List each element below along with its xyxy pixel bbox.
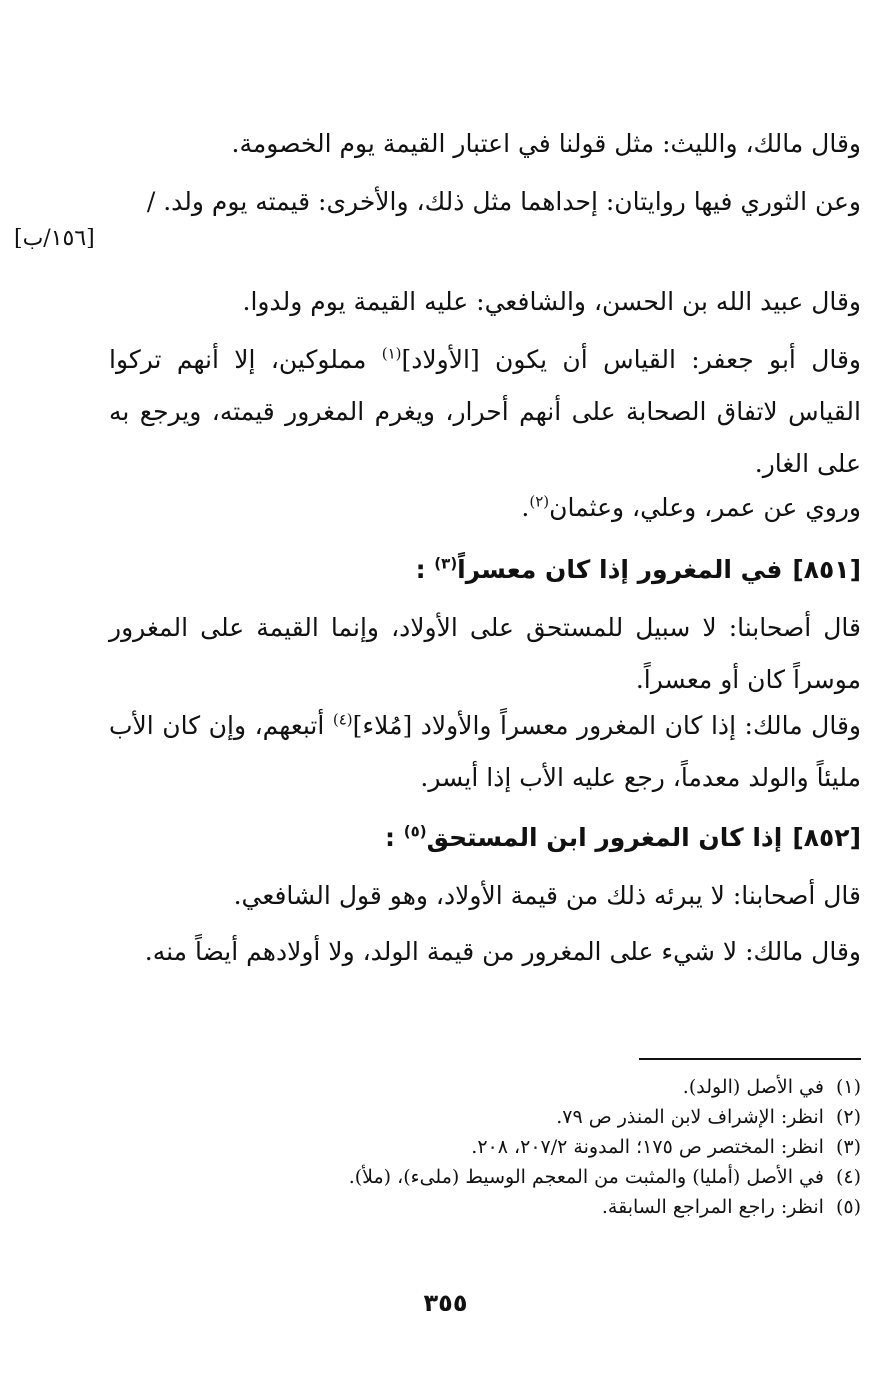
footnote-4 bbox=[109, 1162, 861, 1192]
paragraph-narrated bbox=[109, 482, 861, 534]
section-title-tail: : bbox=[415, 555, 435, 584]
paragraph-abu-jafar bbox=[109, 334, 861, 490]
page-number: ٣٥٥ bbox=[423, 1289, 468, 1317]
footnotes bbox=[109, 1072, 861, 1222]
section-number: [٨٥٢] bbox=[792, 823, 861, 852]
footnote-separator bbox=[639, 1058, 861, 1060]
paragraph-ashabuna-852: قال أصحابنا: لا يبرئه ذلك من قيمة الأولاد، وهو قول الشافعي. bbox=[233, 881, 861, 910]
section-heading-852 bbox=[109, 818, 861, 858]
paragraph-malik-851 bbox=[109, 700, 861, 804]
footnote-number: (٣) bbox=[835, 1136, 861, 1158]
footnote-number: (٢) bbox=[835, 1106, 861, 1128]
paragraph-thawri: وعن الثوري فيها روايتان: إحداهما مثل ذلك، والأخرى: قيمته يوم ولد. / bbox=[146, 187, 861, 216]
section-title: في المغرور إذا كان معسراً bbox=[457, 555, 783, 584]
paragraph-malik-852: وقال مالك: لا شيء على المغرور من قيمة الولد، ولا أولادهم أيضاً منه. bbox=[144, 937, 861, 966]
paragraph-ashabuna-851: قال أصحابنا: لا سبيل للمستحق على الأولاد، وإنما القيمة على المغرور موسراً كان أو معسراً. bbox=[109, 613, 862, 694]
footnote-text: انظر: الإشراف لابن المنذر ص ٧٩. bbox=[556, 1106, 824, 1128]
footnote-3 bbox=[109, 1132, 861, 1162]
footnote-number: (٤) bbox=[835, 1166, 861, 1188]
footnote-ref-5: (٥) bbox=[403, 822, 427, 841]
section-title-tail: : bbox=[385, 823, 404, 852]
footnote-ref-1: (١) bbox=[381, 344, 402, 363]
section-heading-851 bbox=[109, 550, 861, 590]
footnote-ref-2: (٢) bbox=[529, 492, 550, 511]
footnote-text: في الأصل (الولد). bbox=[682, 1076, 824, 1098]
paragraph-text: مملوكين، إلا أنهم تركوا القياس لاتفاق الصحابة على أنهم أحرار، ويغرم المغرور قيمته، ويرجع به على الغار. bbox=[109, 345, 861, 478]
footnote-5 bbox=[109, 1192, 861, 1222]
section-number: [٨٥١] bbox=[792, 555, 861, 584]
paragraph-text: أتبعهم، وإن كان الأب مليئاً والولد معدماً، رجع عليه الأب إذا أيسر. bbox=[109, 711, 861, 792]
footnote-text: انظر: راجع المراجع السابقة. bbox=[601, 1196, 824, 1218]
paragraph-malik-laith: وقال مالك، والليث: مثل قولنا في اعتبار القيمة يوم الخصومة. bbox=[231, 129, 861, 158]
paragraph-text: وقال مالك: إذا كان المغرور معسراً والأولاد [مُلاء] bbox=[352, 711, 861, 740]
footnote-number: (٥) bbox=[835, 1196, 861, 1218]
footnote-text: انظر: المختصر ص ١٧٥؛ المدونة ٢٠٧/٢، ٢٠٨. bbox=[471, 1136, 824, 1158]
footnote-1 bbox=[109, 1072, 861, 1102]
footnote-number: (١) bbox=[835, 1076, 861, 1098]
footnote-ref-3: (٣) bbox=[434, 554, 458, 573]
paragraph-text: وروي عن عمر، وعلي، وعثمان bbox=[549, 493, 861, 522]
paragraph-ubaydullah-shafii: وقال عبيد الله بن الحسن، والشافعي: عليه القيمة يوم ولدوا. bbox=[242, 287, 861, 316]
footnote-text: في الأصل (أمليا) والمثبت من المعجم الوسيط (ملىء)، (ملأ). bbox=[348, 1166, 824, 1188]
footnote-2 bbox=[109, 1102, 861, 1132]
section-title: إذا كان المغرور ابن المستحق bbox=[426, 823, 783, 852]
paragraph-text: وقال أبو جعفر: القياس أن يكون [الأولاد] bbox=[401, 345, 862, 374]
footnote-ref-4: (٤) bbox=[332, 710, 353, 729]
paragraph-text: . bbox=[521, 493, 530, 522]
margin-folio-reference: [١٥٦/ب] bbox=[14, 226, 95, 251]
